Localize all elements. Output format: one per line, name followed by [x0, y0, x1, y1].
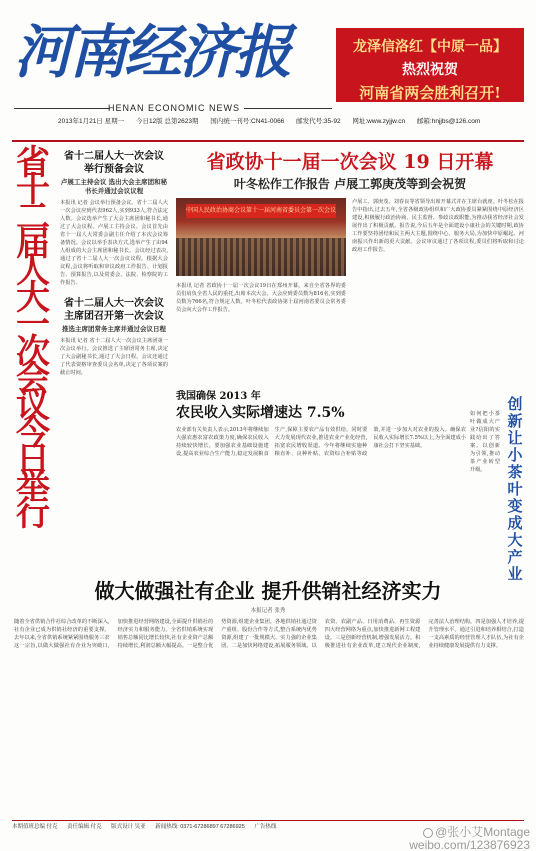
main-article-continued: 卢展工、郭庚茂、刘春良等省领导出席开幕式并在主席台就座。叶冬松在报告中指出,过去五年,全省各级政协组织和广大政协委员紧紧围绕中原经济区建设,积极履行政治协商、民主监督、参政议政职能,为推动我省经济社会发展作出了积极贡献。报告说,今后五年是全面建设小康社会的关键时期,政协工作要坚持团结和民主两大主题,围绕中心、服务大局,为加快中原崛起、河南振兴作出新的更大贡献。会议审议通过了各项议程,委员们将听取和讨论政府工作报告。: [352, 199, 524, 253]
left-vertical-headline: 省十二届人大一次会议今日举行: [16, 143, 50, 534]
ad-brand: 龙泽信洛红【中原一品】: [353, 39, 507, 55]
footer-editor: 责任编辑 付克: [67, 824, 102, 830]
left-article-2-title: 省十二届人大一次会议主席团召开第一次会议: [64, 298, 164, 322]
issue-info-bar: [58, 117, 518, 127]
masthead-rule-left: [14, 108, 110, 109]
footer-layout: 版式设计 吴亚: [111, 824, 146, 830]
photo-banner: 中国人民政治协商会议第十一届河南省委员会第一次会议: [186, 204, 336, 218]
masthead: [14, 20, 314, 90]
left-article-1-title: 省十二届人大一次会议举行预备会议: [64, 151, 164, 175]
bottom-byline: 本报记者 张秀: [250, 608, 286, 614]
email: 邮箱:hnjjbs@126.com: [416, 118, 481, 125]
post-code: 邮发代号:35-92: [296, 118, 341, 125]
issue-date: 2013年1月21日 星期一: [58, 118, 125, 125]
footer-phone: 新闻热线: 0371-67286897 67286925: [155, 824, 245, 830]
footer-duty-editor: 本期值班总编 付克: [12, 824, 58, 830]
bottom-headline: 做大做强社有企业 提升供销社经济实力: [94, 579, 442, 603]
weibo-watermark: [380, 826, 530, 851]
issue-number: 今日12版 总第2623期: [135, 118, 199, 125]
masthead-english: HENAN ECONOMIC NEWS: [108, 103, 241, 113]
main-headline: 省政协十一届一次会议 19 日开幕: [206, 151, 494, 173]
masthead-rule-right: [244, 108, 332, 109]
left-article-2-body: 本报讯 记者 省十二届人大一次会议主席团第一次会议举行。会议推选了主席团常务主席,决定了大会副秘书长,通过了大会日程。会议还通过了代表资格审查委员会名单,决定了各项议案的截止时间。: [60, 338, 168, 376]
watermark-handle: @张小艾Montage: [435, 825, 530, 839]
congratulation-ad: [336, 28, 524, 102]
weibo-icon: [423, 828, 433, 838]
conference-photo: [176, 198, 346, 276]
watermark-url: weibo.com/123876923: [409, 838, 530, 851]
tea-article-body: 如何把小茶叶做成大产业?信阳的实践给出了答案。以创新为引领,推动茶产业转型升级。: [470, 411, 500, 473]
section-headline: 农民收入实际增速达 7.5%: [176, 405, 345, 421]
left-article-1-subtitle: 卢展工主持会议 选出大会主席团和秘书长并通过会议议程: [60, 178, 168, 195]
main-subheadline: 叶冬松作工作报告 卢展工郭庚茂等到会祝贺: [233, 177, 467, 191]
left-article-2-subtitle: 推选主席团常务主席并通过会议日程: [62, 325, 166, 333]
ad-greeting: 热烈祝贺: [402, 62, 458, 78]
top-divider: [12, 140, 524, 142]
footer-ads: 广告热线: [254, 824, 277, 830]
bottom-article-body: 随着全省供销合作社综合改革的不断深入,社有企业已成为供销社经济的重要支撑。去年以来,全省供销系统紧紧围绕服务三农这一宗旨,以做大做强社有企业为突破口,加快推进经营网络建设,全面提升供销社的经济实力和服务能力。全省供销系统实现销售总额同比增长较快,社有企业资产总额持续增长,利润总额大幅提高。一是整合优势资源,组建企业集团。各地供销社通过资产重组、股份合作等方式,整合系统内优势资源,组建了一批规模大、实力强的企业集团。二是加快网络建设,拓展服务领域。以农资、农副产品、日用消费品、再生资源四大经营网络为重点,加快推进新网工程建设。三是创新经营机制,增强发展活力。积极推进社有企业改革,建立现代企业制度,完善法人治理结构。四是加强人才培养,提升管理水平。通过引进和培养相结合,打造一支高素质的经营管理人才队伍,为社有企业持续健康发展提供有力支撑。: [14, 619, 524, 649]
left-article-1-body: 本报讯 记者 会议举行预备会议。省十二届人大一次会议应到代表962人,实到933人,符合法定人数。会议选举产生了大会主席团和秘书长,通过了大会议程。卢展工主持会议。会议首先由省十一届人大常委会副主任介绍了本次会议筹备情况。会议以举手表决方式,选举产生了由94人组成的大会主席团和秘书长。会议经过表决,通过了省十二届人大一次会议议程。根据大会议程,会议将听取和审议政府工作报告、计划报告、预算报告,以及常委会、法院、检察院的工作报告。: [60, 200, 168, 286]
left-spacer: [60, 287, 168, 297]
section-kicker: 我国确保 2013 年: [176, 391, 261, 402]
ad-message: 河南省两会胜利召开!: [359, 84, 501, 102]
main-article-body: 本报讯 记者 省政协十一届一次会议19日在郑州开幕。来自全省各界的委员们肩负全省人民的重托,出席本次大会。大会应到委员数为816名,实到委员数为766名,符合规定人数。叶冬松代表政协第十届河南省委员会常务委员会向大会作工作报告。: [176, 283, 346, 313]
photo-audience: [176, 238, 346, 276]
left-column: [60, 150, 168, 570]
cn-number: 国内统一刊号:CN41-0066: [210, 118, 285, 125]
masthead-title: 河南经济报: [14, 18, 290, 86]
website: 网址:www.zyjjw.cn: [352, 118, 406, 125]
right-vertical-headline: 创新让小茶叶变成大产业: [507, 395, 523, 583]
section-body: 农业部有关负责人表示,2013年将继续加大强农惠农富农政策力度,确保农民收入持续较快增长。要加强农业基础设施建设,提高农业综合生产能力,稳定发展粮食生产,保障主要农产品有效供给。同时要大力发展现代农业,推进农业产业化经营,拓宽农民增收渠道。今年将继续实施种粮直补、良种补贴、农资综合补贴等政策,并进一步加大对农业的投入。确保农民收入实际增长7.5%以上,为全面建成小康社会打下坚实基础。: [176, 427, 466, 457]
